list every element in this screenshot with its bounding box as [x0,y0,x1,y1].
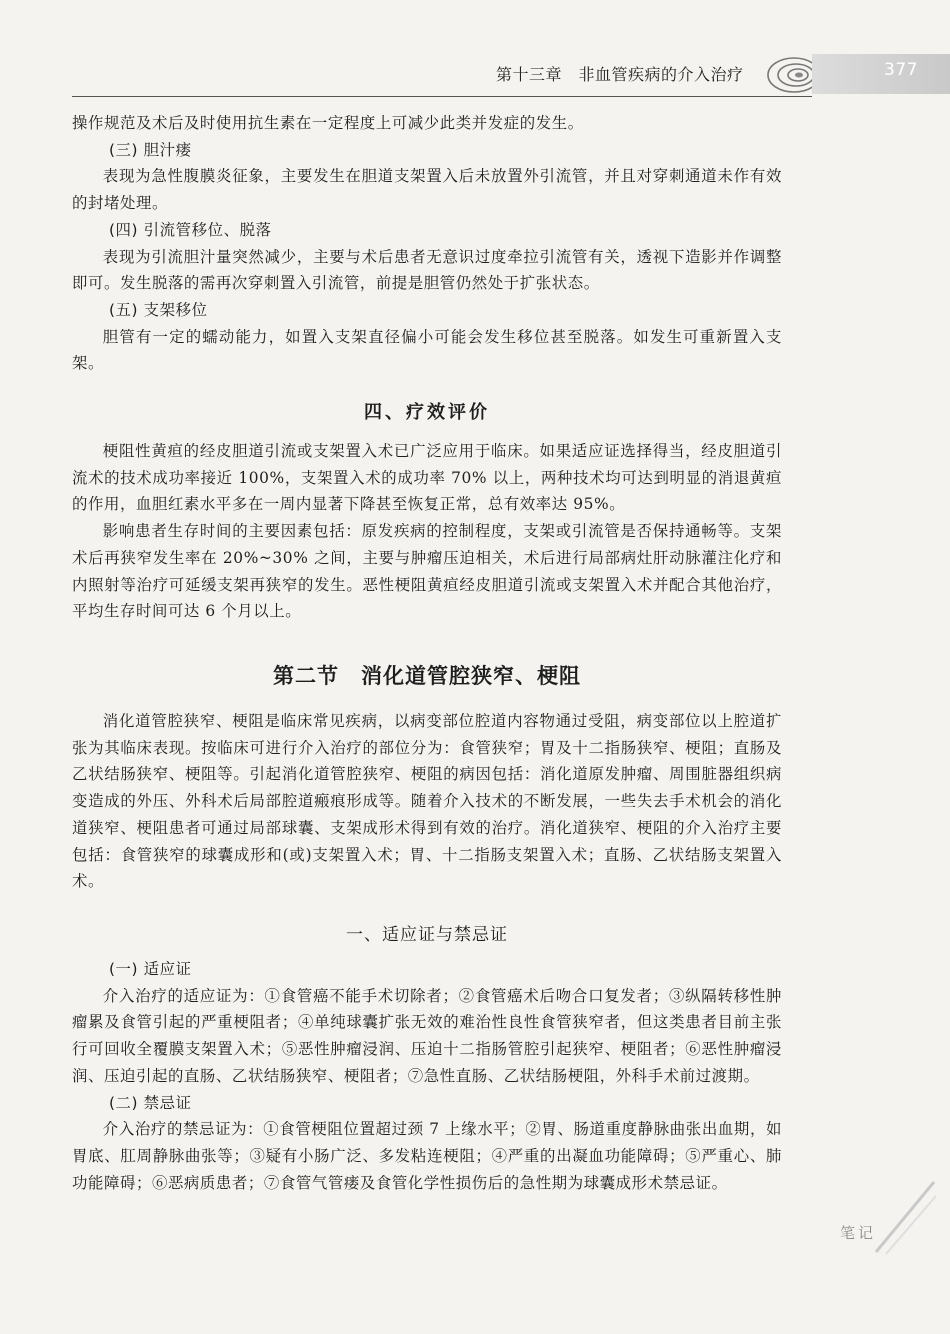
paragraph-efficacy-1: 梗阻性黄疸的经皮胆道引流或支架置入术已广泛应用于临床。如果适应证选择得当，经皮胆道引流术的技术成功率接近 100%，支架置入术的成功率 70% 以上，两种技术均可达到明显的消退黄疸的作用，血胆红素水平多在一周内显著下降甚至恢复正常，总有效率达 95%。 [72,442,782,514]
notes-label: 笔记 [840,1224,877,1242]
indications-section [72,956,782,1196]
paragraph-drain-dislodge: 表现为引流胆汁量突然减少，主要与术后患者无意识过度牵拉引流管有关，透视下造影并作调整即可。发生脱落的需再次穿刺置入引流管，前提是胆管仍然处于扩张状态。 [72,247,782,293]
page-number: 377 [884,60,918,80]
subheading-drain-dislodge: (四) 引流管移位、脱落 [108,220,272,239]
paragraph-indications: 介入治疗的适应证为：①食管癌不能手术切除者；②食管癌术后吻合口复发者；③纵隔转移性肿瘤累及食管引起的严重梗阻者；④单纯球囊扩张无效的难治性良性食管狭窄者，但这类患者目前主张行可回收全覆膜支架置入术；⑤恶性肿瘤浸润、压迫十二指肠管腔引起狭窄、梗阻者；⑥恶性肿瘤浸润、压迫引起的直肠、乙状结肠狭窄、梗阻者；⑦急性直肠、乙状结肠梗阻，外科手术前过渡期。 [72,986,782,1085]
paragraph-efficacy-2: 影响患者生存时间的主要因素包括：原发疾病的控制程度，支架或引流管是否保持通畅等。支架术后再狭窄发生率在 20%~30% 之间，主要与肿瘤压迫相关，术后进行局部病灶肝动脉灌注化疗和内照射等治疗可延缓支架再狭窄的发生。恶性梗阻黄疸经皮胆道引流或支架置入术并配合其他治疗，平均生存时间可达 6 个月以上。 [72,522,782,621]
paragraph-contraindications: 介入治疗的禁忌证为：①食管梗阻位置超过颈 7 上缘水平；②胃、肠道重度静脉曲张出血期，如胃底、肛周静脉曲张等；③疑有小肠广泛、多发粘连梗阻；④严重的出凝血功能障碍；⑤严重心、肺功能障碍；⑥恶病质患者；⑦食管气管瘘及食管化学性损伤后的急性期为球囊成形术禁忌证。 [72,1120,782,1192]
page-number-tab [812,54,950,94]
heading-efficacy-evaluation: 四、疗效评价 [364,402,490,423]
heading-indications-contraindications: 一、适应证与禁忌证 [346,925,508,945]
gi-stenosis-intro [72,708,782,895]
subheading-stent-migration: (五) 支架移位 [108,300,208,319]
paragraph-intro: 操作规范及术后及时使用抗生素在一定程度上可减少此类并发症的发生。 [72,114,584,132]
margin-decoration-icon [868,1176,938,1256]
subheading-bile-leak: (三) 胆汁瘘 [108,140,192,159]
complications-continued [72,110,782,377]
paragraph-gi-intro: 消化道管腔狭窄、梗阻是临床常见疾病，以病变部位腔道内容物通过受阻，病变部位以上腔道扩张为其临床表现。按临床可进行介入治疗的部位分为：食管狭窄；胃及十二指肠狭窄、梗阻；直肠及乙状结肠狭窄、梗阻等。引起消化道管腔狭窄、梗阻的病因包括：消化道原发肿瘤、周围脏器组织病变造成的外压、外科术后局部腔道瘢痕形成等。随着介入技术的不断发展，一些失去手术机会的消化道狭窄、梗阻患者可通过局部球囊、支架成形术得到有效的治疗。消化道狭窄、梗阻的介入治疗主要包括：食管狭窄的球囊成形和(或)支架置入术；胃、十二指肠支架置入术；直肠、乙状结肠支架置入术。 [72,712,782,891]
chapter-header: 第十三章 非血管疾病的介入治疗 [496,65,744,84]
section-title-gi-stenosis: 第二节 消化道管腔狭窄、梗阻 [273,664,581,688]
paragraph-stent-migration: 胆管有一定的蠕动能力，如置入支架直径偏小可能会发生移位甚至脱落。如发生可重新置入支架。 [72,327,782,373]
paragraph-bile-leak: 表现为急性腹膜炎征象，主要发生在胆道支架置入后未放置外引流管，并且对穿刺通道未作有效的封堵处理。 [72,167,782,213]
subheading-contraindications: (二) 禁忌证 [108,1093,192,1112]
subheading-indications: (一) 适应证 [108,960,192,978]
efficacy-section [72,438,782,625]
header-rule [72,96,812,97]
